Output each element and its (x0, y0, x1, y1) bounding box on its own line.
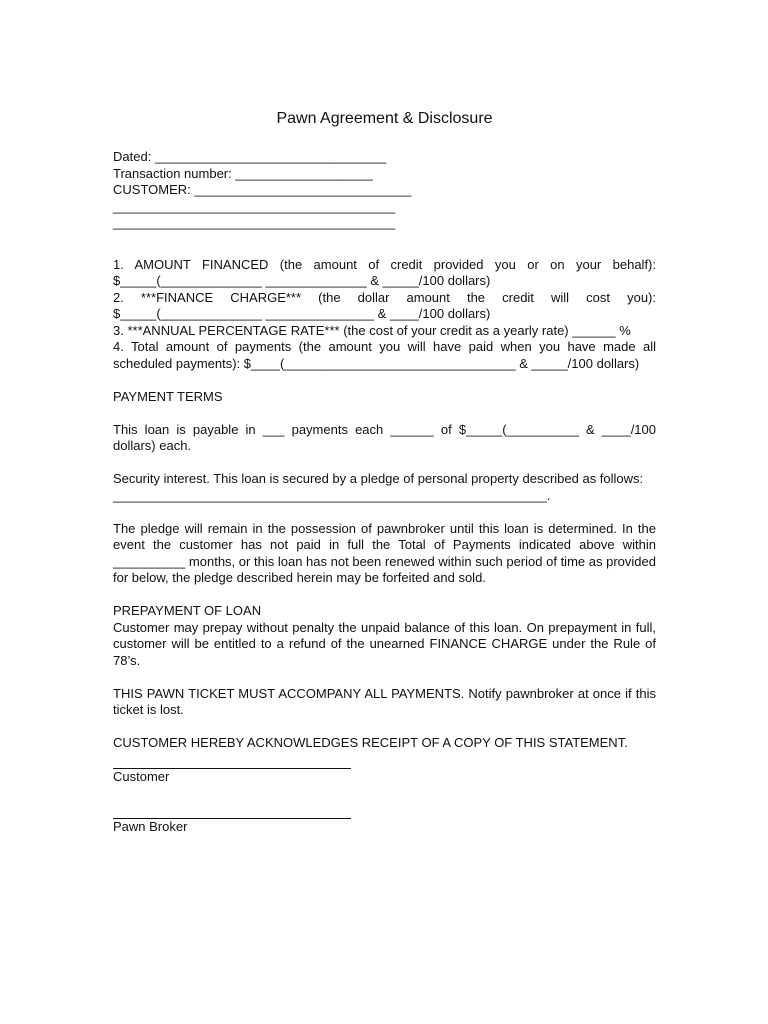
security-interest-clause: Security interest. This loan is secured by a pledge of personal property described as follows: (113, 471, 644, 486)
transaction-number-field: Transaction number: ___________________ (113, 165, 373, 181)
disclosure-items (113, 257, 656, 373)
payable-clause: This loan is payable in ___ payments each ______ of $_____(__________ & ____/100 dollars) each. (113, 421, 656, 453)
pawn-ticket-notice: THIS PAWN TICKET MUST ACCOMPANY ALL PAYMENTS. Notify pawnbroker at once if this ticket is lost. (113, 685, 656, 717)
total-payments-item: 4. Total amount of payments (the amount you will have paid when you have made all scheduled payments): $____(________________________________ & _____/100 dollars) (113, 339, 656, 371)
customer-signature-label: Customer (113, 768, 170, 784)
pawn-broker-signature-line (113, 803, 351, 819)
document-body (113, 109, 656, 835)
customer-field: CUSTOMER: ______________________________ (113, 182, 412, 197)
prepayment-heading: PREPAYMENT OF LOAN (113, 603, 262, 618)
header-fields (113, 149, 656, 232)
customer-address-line-1: _______________________________________ (113, 198, 395, 214)
apr-item: 3. ***ANNUAL PERCENTAGE RATE*** (the cost of your credit as a yearly rate) ______ % (113, 322, 631, 338)
customer-signature-line (113, 753, 351, 769)
pawn-broker-signature-label: Pawn Broker (113, 818, 188, 834)
finance-charge-item: 2. ***FINANCE CHARGE*** (the dollar amount the credit will cost you): $_____(______________ _______________ & ____/100 dollars) (113, 289, 656, 321)
dated-field: Dated: ________________________________ (113, 149, 387, 164)
security-description-line: ____________________________________________________________. (113, 487, 551, 503)
payment-terms-heading: PAYMENT TERMS (113, 388, 223, 404)
amount-financed-item: 1. AMOUNT FINANCED (the amount of credit provided you or on your behalf): $_____(______________ ______________ & _____/100 dollars) (113, 256, 656, 288)
document-title: Pawn Agreement & Disclosure (276, 110, 493, 127)
prepayment-clause: Customer may prepay without penalty the unpaid balance of this loan. On prepayment in full, customer will be entitled to a refund of the unearned FINANCE CHARGE under the Rule of 78’s. (113, 619, 656, 668)
customer-address-line-2: _______________________________________ (113, 215, 395, 230)
acknowledgement-clause: CUSTOMER HEREBY ACKNOWLEDGES RECEIPT OF A COPY OF THIS STATEMENT. (113, 735, 628, 750)
pledge-clause: The pledge will remain in the possession of pawnbroker until this loan is determined. In the event the customer has not paid in full the Total of Payments indicated above within __________ months, or this loan has not been renewed within such period of time as provided for below, the pledge described herein may be forfeited and sold. (113, 520, 656, 585)
